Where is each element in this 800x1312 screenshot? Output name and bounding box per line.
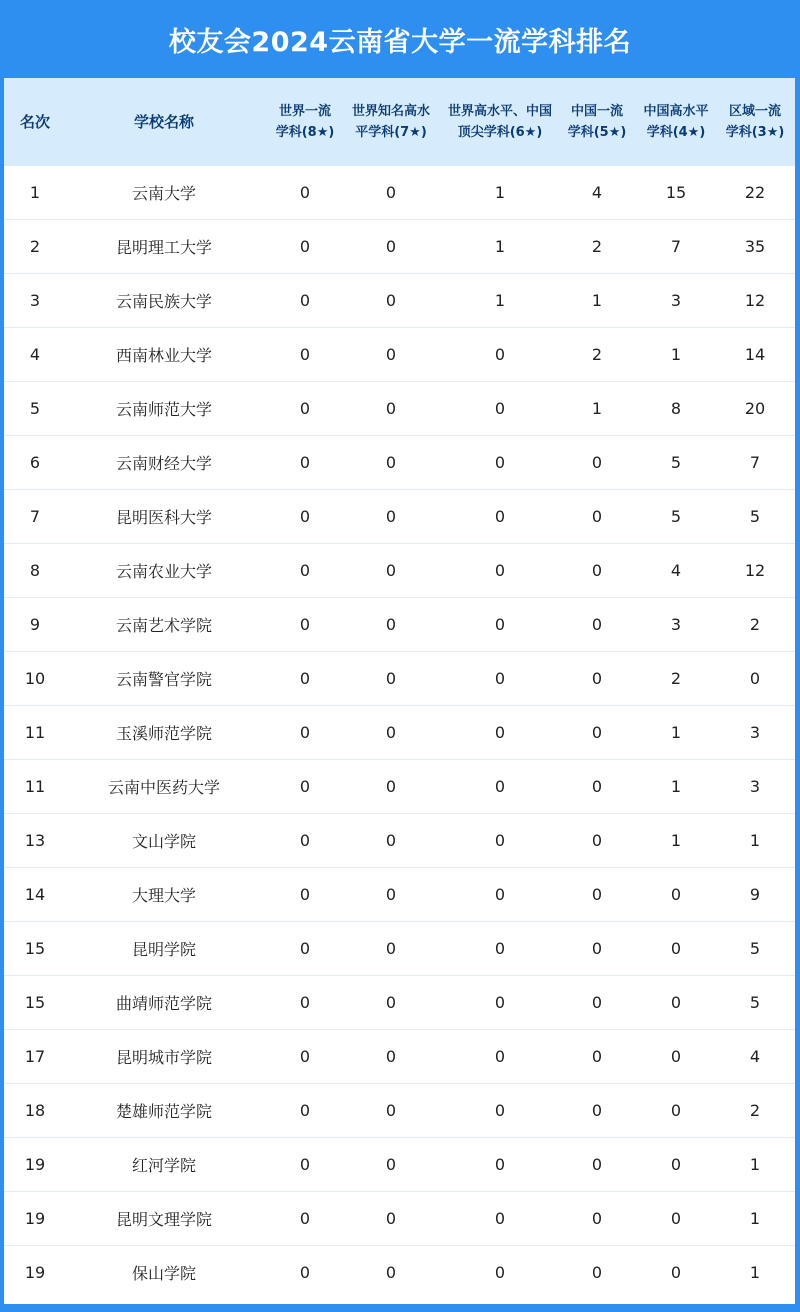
china-first-class-cell: 0 [591, 885, 603, 904]
world-renowned-cell: 0 [385, 1263, 397, 1282]
table-row [4, 760, 795, 814]
china-first-class-cell: 0 [591, 561, 603, 580]
china-first-class-cell: 0 [591, 1047, 603, 1066]
world-renowned-cell: 0 [385, 1209, 397, 1228]
rank-cell: 5 [29, 399, 41, 418]
china-high-level-cell: 1 [670, 831, 682, 850]
rank-cell: 11 [24, 777, 46, 796]
world-renowned-cell: 0 [385, 777, 397, 796]
header-line: 中国一流 [570, 104, 623, 119]
table-row [4, 706, 795, 760]
table-row [4, 166, 795, 220]
china-high-level-cell: 0 [670, 993, 682, 1012]
world-first-class-cell: 0 [299, 561, 311, 580]
rank-cell: 1 [29, 183, 41, 202]
table-header [4, 78, 795, 166]
china-first-class-cell: 0 [591, 993, 603, 1012]
china-first-class-cell: 0 [591, 1155, 603, 1174]
china-high-level-cell: 1 [670, 777, 682, 796]
china-first-class-cell: 0 [591, 777, 603, 796]
world-first-class-cell: 0 [299, 237, 311, 256]
china-first-class-cell: 0 [591, 723, 603, 742]
china-high-level-cell: 0 [670, 1209, 682, 1228]
header-world-first-class [262, 78, 348, 166]
world-high-level-cell: 0 [494, 615, 506, 634]
world-high-level-cell: 0 [494, 669, 506, 688]
header-line: 中国高水平 [643, 104, 709, 119]
regional-first-class-cell: 35 [744, 237, 766, 256]
world-high-level-cell: 1 [494, 237, 506, 256]
world-renowned-cell: 0 [385, 615, 397, 634]
school-name-cell: 昆明学院 [131, 940, 196, 959]
regional-first-class-cell: 9 [749, 885, 761, 904]
china-high-level-cell: 3 [670, 615, 682, 634]
china-first-class-cell: 2 [591, 237, 603, 256]
regional-first-class-cell: 1 [749, 831, 761, 850]
world-first-class-cell: 0 [299, 1263, 311, 1282]
table-row [4, 1246, 795, 1300]
table-row [4, 328, 795, 382]
regional-first-class-cell: 1 [749, 1209, 761, 1228]
china-first-class-cell: 0 [591, 615, 603, 634]
world-renowned-cell: 0 [385, 939, 397, 958]
school-name-cell: 昆明医科大学 [115, 508, 212, 527]
header-line: 世界一流 [278, 104, 331, 119]
header-regional-first-class [724, 78, 786, 166]
table-row [4, 922, 795, 976]
header-line: 学科(3★) [725, 125, 785, 140]
table-row [4, 490, 795, 544]
school-name-cell: 云南中医药大学 [107, 778, 220, 797]
header-line: 学科(8★) [275, 125, 335, 140]
china-first-class-cell: 1 [591, 399, 603, 418]
world-high-level-cell: 0 [494, 777, 506, 796]
china-high-level-cell: 1 [670, 345, 682, 364]
school-name-cell: 云南大学 [131, 184, 196, 203]
world-renowned-cell: 0 [385, 723, 397, 742]
china-high-level-cell: 2 [670, 669, 682, 688]
rank-cell: 18 [24, 1101, 46, 1120]
world-renowned-cell: 0 [385, 831, 397, 850]
world-first-class-cell: 0 [299, 777, 311, 796]
table-row [4, 382, 795, 436]
rank-cell: 10 [24, 669, 46, 688]
school-name-cell: 云南师范大学 [115, 400, 212, 419]
header-school: 学校名称 [133, 112, 194, 131]
table-row [4, 220, 795, 274]
table-row [4, 274, 795, 328]
regional-first-class-cell: 5 [749, 507, 761, 526]
world-renowned-cell: 0 [385, 399, 397, 418]
rank-cell: 19 [24, 1155, 46, 1174]
china-first-class-cell: 0 [591, 1263, 603, 1282]
china-high-level-cell: 0 [670, 1263, 682, 1282]
world-high-level-cell: 1 [494, 183, 506, 202]
world-renowned-cell: 0 [385, 1047, 397, 1066]
china-high-level-cell: 0 [670, 939, 682, 958]
school-name-cell: 红河学院 [131, 1156, 196, 1175]
world-renowned-cell: 0 [385, 669, 397, 688]
table-row [4, 814, 795, 868]
world-high-level-cell: 0 [494, 723, 506, 742]
china-first-class-cell: 0 [591, 1209, 603, 1228]
header-rank: 名次 [19, 112, 50, 131]
china-first-class-cell: 0 [591, 1101, 603, 1120]
world-renowned-cell: 0 [385, 885, 397, 904]
china-first-class-cell: 0 [591, 507, 603, 526]
world-renowned-cell: 0 [385, 1155, 397, 1174]
table-row [4, 436, 795, 490]
world-first-class-cell: 0 [299, 507, 311, 526]
world-first-class-cell: 0 [299, 669, 311, 688]
world-first-class-cell: 0 [299, 183, 311, 202]
table-row [4, 652, 795, 706]
china-first-class-cell: 0 [591, 831, 603, 850]
world-renowned-cell: 0 [385, 183, 397, 202]
header-line: 学科(5★) [567, 125, 627, 140]
rank-cell: 14 [24, 885, 46, 904]
world-first-class-cell: 0 [299, 453, 311, 472]
world-first-class-cell: 0 [299, 885, 311, 904]
regional-first-class-cell: 5 [749, 939, 761, 958]
world-renowned-cell: 0 [385, 237, 397, 256]
world-first-class-cell: 0 [299, 831, 311, 850]
rank-cell: 17 [24, 1047, 46, 1066]
school-name-cell: 昆明文理学院 [115, 1210, 212, 1229]
world-first-class-cell: 0 [299, 291, 311, 310]
table-row [4, 1084, 795, 1138]
world-renowned-cell: 0 [385, 993, 397, 1012]
rank-cell: 4 [29, 345, 41, 364]
world-first-class-cell: 0 [299, 993, 311, 1012]
world-first-class-cell: 0 [299, 1047, 311, 1066]
world-high-level-cell: 0 [494, 1263, 506, 1282]
table-row [4, 544, 795, 598]
china-first-class-cell: 4 [591, 183, 603, 202]
rank-cell: 15 [24, 939, 46, 958]
school-name-cell: 云南财经大学 [115, 454, 212, 473]
school-name-cell: 昆明理工大学 [115, 238, 212, 257]
school-name-cell: 云南民族大学 [115, 292, 212, 311]
world-high-level-cell: 0 [494, 345, 506, 364]
world-first-class-cell: 0 [299, 1155, 311, 1174]
world-high-level-cell: 0 [494, 993, 506, 1012]
world-renowned-cell: 0 [385, 345, 397, 364]
world-renowned-cell: 0 [385, 1101, 397, 1120]
world-first-class-cell: 0 [299, 1209, 311, 1228]
school-name-cell: 曲靖师范学院 [115, 994, 212, 1013]
world-renowned-cell: 0 [385, 291, 397, 310]
header-line: 平学科(7★) [355, 125, 427, 140]
school-name-cell: 昆明城市学院 [115, 1048, 212, 1067]
table-row [4, 1138, 795, 1192]
rank-cell: 19 [24, 1209, 46, 1228]
rank-cell: 6 [29, 453, 41, 472]
regional-first-class-cell: 2 [749, 1101, 761, 1120]
rank-cell: 11 [24, 723, 46, 742]
china-high-level-cell: 0 [670, 1047, 682, 1066]
school-name-cell: 文山学院 [131, 832, 196, 851]
school-name-cell: 楚雄师范学院 [115, 1102, 212, 1121]
world-high-level-cell: 0 [494, 1047, 506, 1066]
rank-cell: 19 [24, 1263, 46, 1282]
page-title: 校友会2024云南省大学一流学科排名 [168, 26, 632, 58]
school-name-cell: 云南艺术学院 [115, 616, 212, 635]
world-first-class-cell: 0 [299, 399, 311, 418]
world-renowned-cell: 0 [385, 561, 397, 580]
table-row [4, 1030, 795, 1084]
china-first-class-cell: 2 [591, 345, 603, 364]
regional-first-class-cell: 12 [744, 561, 766, 580]
world-high-level-cell: 0 [494, 399, 506, 418]
rank-cell: 2 [29, 237, 41, 256]
school-name-cell: 保山学院 [131, 1264, 196, 1283]
china-high-level-cell: 1 [670, 723, 682, 742]
world-high-level-cell: 0 [494, 831, 506, 850]
header-world-high-level [434, 78, 566, 166]
school-name-cell: 玉溪师范学院 [115, 724, 212, 743]
regional-first-class-cell: 14 [744, 345, 766, 364]
regional-first-class-cell: 4 [749, 1047, 761, 1066]
world-high-level-cell: 0 [494, 507, 506, 526]
regional-first-class-cell: 5 [749, 993, 761, 1012]
china-high-level-cell: 5 [670, 507, 682, 526]
china-first-class-cell: 1 [591, 291, 603, 310]
china-high-level-cell: 8 [670, 399, 682, 418]
table-body [4, 166, 795, 1300]
regional-first-class-cell: 1 [749, 1263, 761, 1282]
rank-cell: 13 [24, 831, 46, 850]
header-china-first-class [566, 78, 628, 166]
world-high-level-cell: 0 [494, 885, 506, 904]
regional-first-class-cell: 0 [749, 669, 761, 688]
header-china-high-level [628, 78, 724, 166]
china-high-level-cell: 0 [670, 885, 682, 904]
world-first-class-cell: 0 [299, 939, 311, 958]
world-first-class-cell: 0 [299, 723, 311, 742]
world-high-level-cell: 0 [494, 1101, 506, 1120]
rank-cell: 3 [29, 291, 41, 310]
world-high-level-cell: 0 [494, 1155, 506, 1174]
china-first-class-cell: 0 [591, 669, 603, 688]
header-line: 世界知名高水 [351, 104, 430, 119]
table-row [4, 868, 795, 922]
header-world-renowned [348, 78, 434, 166]
table-row [4, 598, 795, 652]
regional-first-class-cell: 7 [749, 453, 761, 472]
world-first-class-cell: 0 [299, 345, 311, 364]
header-line: 世界高水平、中国 [447, 104, 552, 119]
rank-cell: 7 [29, 507, 41, 526]
world-renowned-cell: 0 [385, 453, 397, 472]
school-name-cell: 大理大学 [131, 886, 196, 905]
world-first-class-cell: 0 [299, 615, 311, 634]
regional-first-class-cell: 1 [749, 1155, 761, 1174]
header-line: 顶尖学科(6★) [457, 125, 543, 140]
china-high-level-cell: 7 [670, 237, 682, 256]
china-high-level-cell: 15 [665, 183, 687, 202]
regional-first-class-cell: 22 [744, 183, 766, 202]
ranking-table [4, 78, 795, 1304]
china-high-level-cell: 5 [670, 453, 682, 472]
school-name-cell: 云南警官学院 [115, 670, 212, 689]
world-high-level-cell: 0 [494, 561, 506, 580]
rank-cell: 15 [24, 993, 46, 1012]
china-high-level-cell: 0 [670, 1101, 682, 1120]
school-name-cell: 西南林业大学 [115, 346, 212, 365]
rank-cell: 9 [29, 615, 41, 634]
regional-first-class-cell: 2 [749, 615, 761, 634]
world-high-level-cell: 0 [494, 1209, 506, 1228]
world-high-level-cell: 0 [494, 453, 506, 472]
rank-cell: 8 [29, 561, 41, 580]
world-high-level-cell: 0 [494, 939, 506, 958]
regional-first-class-cell: 20 [744, 399, 766, 418]
school-name-cell: 云南农业大学 [115, 562, 212, 581]
regional-first-class-cell: 3 [749, 777, 761, 796]
regional-first-class-cell: 3 [749, 723, 761, 742]
header-line: 学科(4★) [646, 125, 706, 140]
world-first-class-cell: 0 [299, 1101, 311, 1120]
china-high-level-cell: 3 [670, 291, 682, 310]
regional-first-class-cell: 12 [744, 291, 766, 310]
china-high-level-cell: 0 [670, 1155, 682, 1174]
world-high-level-cell: 1 [494, 291, 506, 310]
table-row [4, 1192, 795, 1246]
china-first-class-cell: 0 [591, 453, 603, 472]
china-high-level-cell: 4 [670, 561, 682, 580]
china-first-class-cell: 0 [591, 939, 603, 958]
header-line: 区域一流 [728, 104, 781, 119]
world-renowned-cell: 0 [385, 507, 397, 526]
table-row [4, 976, 795, 1030]
